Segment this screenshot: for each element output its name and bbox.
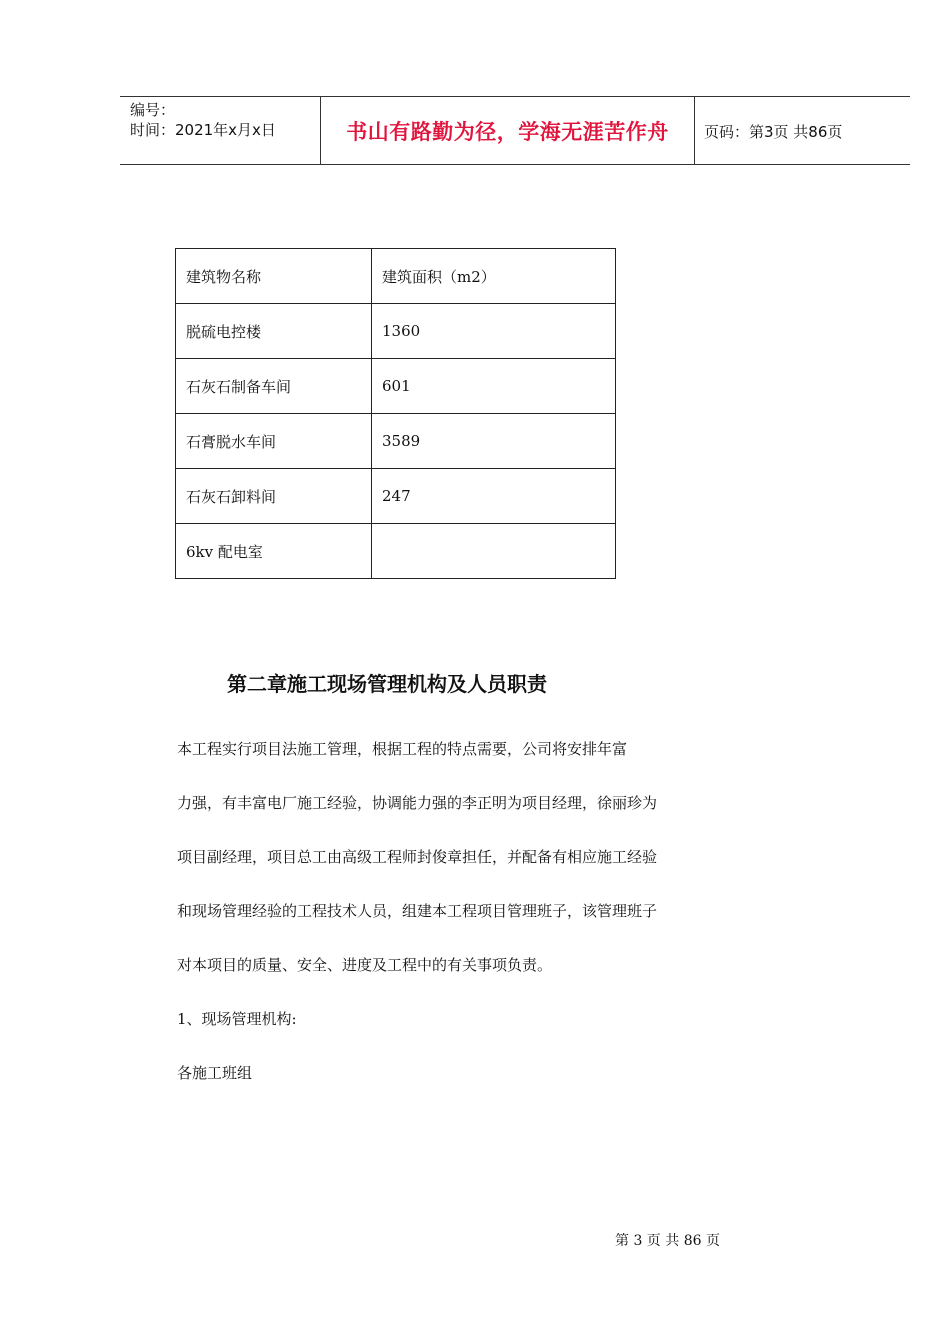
building-area-table [175, 248, 616, 579]
table-row [176, 359, 616, 414]
page-footer [0, 1230, 950, 1250]
header-cell-area: 建筑面积（m2） [372, 249, 616, 304]
page-number-label: 页码：第3页 共86页 [704, 123, 843, 141]
header-cell-name: 建筑物名称 [176, 249, 372, 304]
header-motto-cell [321, 97, 695, 164]
number-label: 编号： [130, 101, 176, 119]
paragraph-line: 本工程实行项目法施工管理，根据工程的特点需要，公司将安排年富 [177, 740, 628, 758]
building-name-cell: 6kv 配电室 [176, 524, 372, 579]
table-row [176, 524, 616, 579]
building-area-cell [372, 524, 616, 579]
header-info-cell [120, 97, 321, 164]
building-name-cell: 脱硫电控楼 [176, 304, 372, 359]
building-area-cell: 247 [372, 469, 616, 524]
section-heading: 1、现场管理机构: [177, 1010, 297, 1028]
header-page-cell [695, 97, 910, 164]
table-row [176, 414, 616, 469]
chapter-title: 第二章施工现场管理机构及人员职责 [227, 672, 547, 696]
building-name-cell: 石灰石制备车间 [176, 359, 372, 414]
paragraph-line: 项目副经理，项目总工由高级工程师封俊章担任，并配备有相应施工经验 [177, 848, 658, 866]
table-header-row [176, 249, 616, 304]
table-row [176, 304, 616, 359]
table-row [176, 469, 616, 524]
motto: 书山有路勤为径，学海无涯苦作舟 [346, 120, 669, 144]
page-header [120, 96, 910, 165]
building-name-cell: 石灰石卸料间 [176, 469, 372, 524]
building-area-cell: 1360 [372, 304, 616, 359]
paragraph-line: 对本项目的质量、安全、进度及工程中的有关事项负责。 [177, 956, 553, 974]
time-label: 时间：2021年x月x日 [130, 121, 276, 139]
building-area-cell: 601 [372, 359, 616, 414]
paragraph-line: 力强，有丰富电厂施工经验，协调能力强的李正明为项目经理，徐丽珍为 [177, 794, 658, 812]
building-name-cell: 石膏脱水车间 [176, 414, 372, 469]
footer-page-number: 第 3 页 共 86 页 [615, 1233, 720, 1249]
paragraph-line: 和现场管理经验的工程技术人员，组建本工程项目管理班子，该管理班子 [177, 902, 658, 920]
building-area-cell: 3589 [372, 414, 616, 469]
paragraph-line: 各施工班组 [177, 1064, 253, 1082]
